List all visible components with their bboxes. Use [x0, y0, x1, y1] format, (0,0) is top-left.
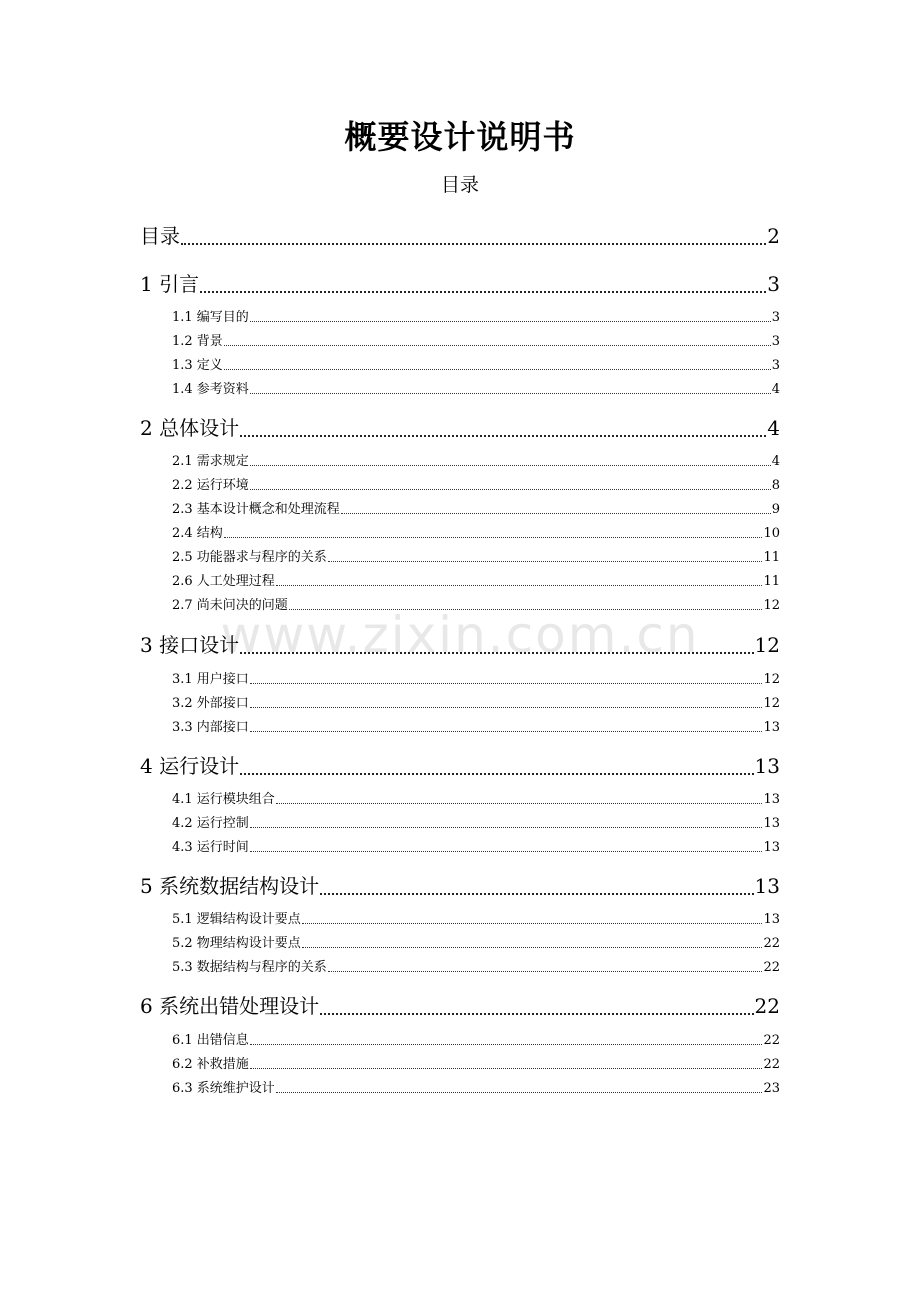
toc-entry-label: 4.1 运行模块组合	[172, 792, 275, 807]
toc-heading: 目录	[440, 174, 479, 196]
toc-leader-dots	[302, 922, 763, 924]
toc-entry-chapter[interactable]	[140, 990, 780, 1019]
toc-entry-label: 1.3 定义	[172, 358, 223, 373]
toc-entry-page-number: 8	[771, 478, 780, 493]
toc-entry-section[interactable]	[172, 498, 780, 517]
toc-leader-dots	[250, 682, 763, 684]
toc-entry-chapter[interactable]	[140, 220, 780, 249]
watermark: www.zixin.com.cn	[220, 606, 700, 664]
toc-leader-dots	[240, 651, 753, 654]
toc-leader-dots	[224, 344, 771, 346]
toc-entry-section[interactable]	[172, 570, 780, 589]
toc-entry-chapter[interactable]	[140, 870, 780, 899]
toc-entry-section[interactable]	[172, 378, 780, 397]
toc-leader-dots	[250, 320, 771, 322]
toc-entry-section[interactable]	[172, 716, 780, 735]
toc-entry-page-number: 22	[754, 994, 780, 1018]
toc-entry-label: 1.1 编写目的	[172, 310, 249, 325]
toc-entry-section[interactable]	[172, 788, 780, 807]
toc-entry-label: 5.1 逻辑结构设计要点	[172, 912, 301, 927]
toc-entry-label: 目录	[140, 224, 180, 248]
toc-entry-page-number: 11	[763, 574, 780, 589]
toc-entry-label: 2.2 运行环境	[172, 478, 249, 493]
toc-entry-page-number: 11	[763, 550, 780, 565]
toc-entry-section[interactable]	[172, 1029, 780, 1048]
toc-entry-label: 1 引言	[140, 272, 200, 296]
toc-entry-section[interactable]	[172, 1077, 780, 1096]
toc-entry-label: 3.2 外部接口	[172, 696, 249, 711]
toc-entry-section[interactable]	[172, 668, 780, 687]
toc-entry-page-number: 22	[763, 1057, 780, 1072]
toc-leader-dots	[276, 1091, 763, 1093]
toc-leader-dots	[250, 706, 763, 708]
toc-entry-chapter[interactable]	[140, 268, 780, 297]
toc-entry-label: 1.2 背景	[172, 334, 223, 349]
toc-entry-page-number: 10	[763, 526, 780, 541]
toc-entry-section[interactable]	[172, 956, 780, 975]
toc-entry-page-number: 13	[754, 754, 780, 778]
toc-leader-dots	[276, 584, 763, 586]
toc-entry-label: 3.3 内部接口	[172, 720, 249, 735]
toc-entry-section[interactable]	[172, 594, 780, 613]
toc-entry-label: 6.2 补救措施	[172, 1057, 249, 1072]
toc-leader-dots	[250, 730, 763, 732]
toc-leader-dots	[250, 850, 763, 852]
toc-entry-label: 3.1 用户接口	[172, 672, 249, 687]
toc-entry-section[interactable]	[172, 330, 780, 349]
toc-entry-section[interactable]	[172, 306, 780, 325]
toc-entry-label: 6.1 出错信息	[172, 1033, 249, 1048]
toc-entry-page-number: 13	[763, 912, 780, 927]
toc-entry-label: 2 总体设计	[140, 416, 240, 440]
toc-leader-dots	[224, 536, 763, 538]
toc-entry-page-number: 13	[763, 816, 780, 831]
toc-entry-label: 2.5 功能器求与程序的关系	[172, 550, 327, 565]
toc-leader-dots	[302, 946, 763, 948]
toc-entry-label: 6 系统出错处理设计	[140, 994, 320, 1018]
toc-leader-dots	[328, 560, 763, 562]
toc-leader-dots	[200, 290, 766, 293]
toc-entry-section[interactable]	[172, 354, 780, 373]
document-title: 概要设计说明书	[344, 118, 576, 156]
toc-leader-dots	[320, 892, 753, 895]
toc-entry-chapter[interactable]	[140, 629, 780, 658]
toc-entry-label: 1.4 参考资料	[172, 382, 249, 397]
toc-entry-page-number: 4	[771, 382, 780, 397]
toc-leader-dots	[181, 242, 766, 245]
toc-entry-page-number: 4	[767, 416, 780, 440]
toc-leader-dots	[250, 464, 771, 466]
toc-entry-page-number: 12	[763, 672, 780, 687]
toc-entry-label: 2.3 基本设计概念和处理流程	[172, 502, 340, 517]
toc-entry-label: 6.3 系统维护设计	[172, 1081, 275, 1096]
toc-entry-page-number: 3	[771, 334, 780, 349]
toc-entry-section[interactable]	[172, 1053, 780, 1072]
toc-entry-page-number: 13	[763, 720, 780, 735]
toc-entry-label: 4.3 运行时间	[172, 840, 249, 855]
toc-entry-chapter[interactable]	[140, 750, 780, 779]
toc-entry-page-number: 3	[771, 310, 780, 325]
toc-entry-page-number: 4	[771, 454, 780, 469]
toc-leader-dots	[289, 608, 763, 610]
toc-entry-label: 2.6 人工处理过程	[172, 574, 275, 589]
toc-entry-label: 5.2 物理结构设计要点	[172, 936, 301, 951]
toc-leader-dots	[341, 512, 771, 514]
toc-entry-page-number: 22	[763, 960, 780, 975]
toc-entry-label: 3 接口设计	[140, 633, 240, 657]
toc-entry-section[interactable]	[172, 450, 780, 469]
toc-entry-page-number: 13	[763, 840, 780, 855]
toc-entry-label: 5 系统数据结构设计	[140, 874, 320, 898]
toc-entry-label: 2.1 需求规定	[172, 454, 249, 469]
toc-entry-page-number: 9	[771, 502, 780, 517]
toc-leader-dots	[250, 488, 771, 490]
toc-leader-dots	[224, 368, 771, 370]
toc-leader-dots	[250, 392, 771, 394]
toc-entry-label: 2.7 尚未问决的问题	[172, 598, 288, 613]
toc-entry-section[interactable]	[172, 908, 780, 927]
toc-leader-dots	[250, 1067, 763, 1069]
toc-leader-dots	[240, 772, 753, 775]
toc-leader-dots	[250, 826, 763, 828]
toc-entry-page-number: 22	[763, 1033, 780, 1048]
toc-entry-page-number: 3	[771, 358, 780, 373]
toc-entry-page-number: 22	[763, 936, 780, 951]
toc-entry-page-number: 12	[754, 633, 780, 657]
toc-entry-page-number: 13	[754, 874, 780, 898]
toc-entry-section[interactable]	[172, 522, 780, 541]
toc-entry-page-number: 23	[763, 1081, 780, 1096]
toc-entry-chapter[interactable]	[140, 412, 780, 441]
toc-leader-dots	[320, 1012, 753, 1015]
toc-entry-label: 4 运行设计	[140, 754, 240, 778]
toc-entry-page-number: 3	[767, 272, 780, 296]
toc-leader-dots	[276, 802, 763, 804]
toc-entry-section[interactable]	[172, 812, 780, 831]
toc-entry-section[interactable]	[172, 692, 780, 711]
toc-entry-section[interactable]	[172, 932, 780, 951]
toc-entry-section[interactable]	[172, 474, 780, 493]
toc-entry-page-number: 2	[767, 224, 780, 248]
toc-leader-dots	[250, 1043, 763, 1045]
toc-entry-section[interactable]	[172, 546, 780, 565]
toc-entry-section[interactable]	[172, 836, 780, 855]
toc-entry-page-number: 12	[763, 696, 780, 711]
toc-entry-label: 5.3 数据结构与程序的关系	[172, 960, 327, 975]
toc-entry-page-number: 12	[763, 598, 780, 613]
toc-entry-label: 4.2 运行控制	[172, 816, 249, 831]
toc-entry-label: 2.4 结构	[172, 526, 223, 541]
toc-leader-dots	[240, 434, 766, 437]
toc-leader-dots	[328, 970, 763, 972]
toc-entry-page-number: 13	[763, 792, 780, 807]
